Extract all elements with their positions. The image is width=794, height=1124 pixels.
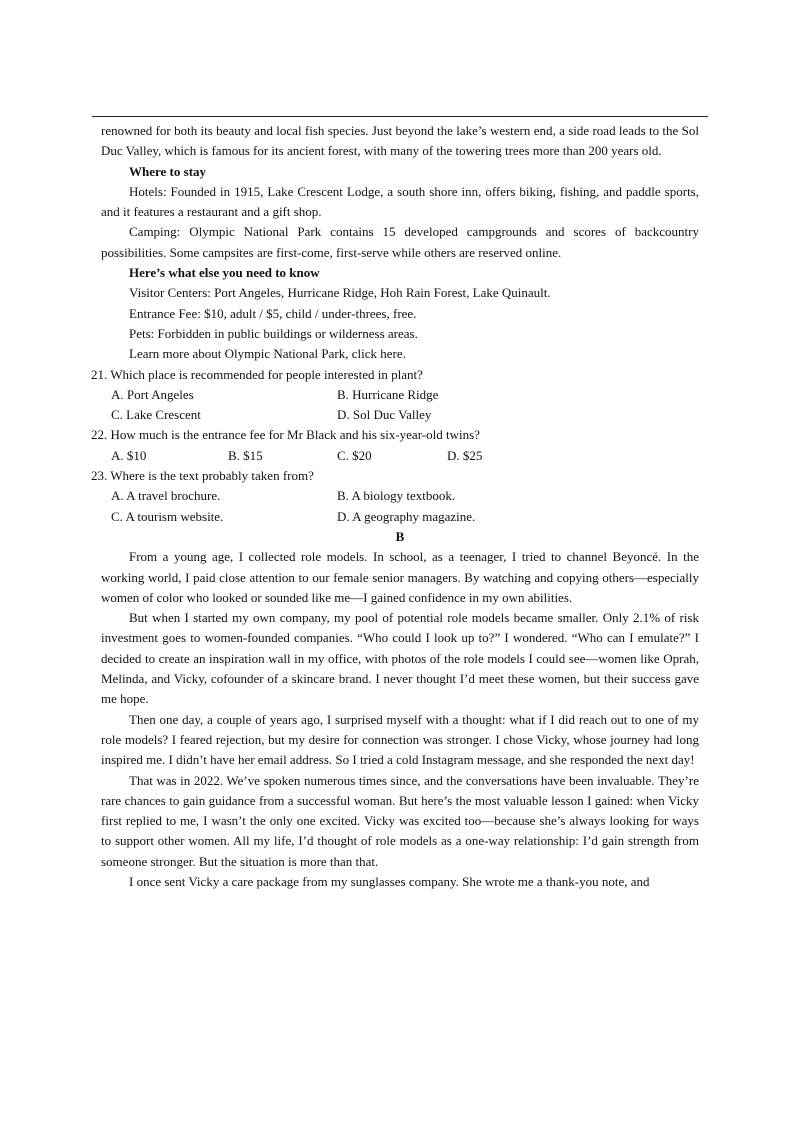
pets-line: Pets: Forbidden in public buildings or wilderness areas.: [129, 325, 418, 341]
passage-b-paragraph-4: That was in 2022. We’ve spoken numerous times since, and the conversations have been invaluable. They’re rare chances to gain guidance from a successful woman. But here’s the most valuable lesson I gained: when Vicky first replied to me, I wasn’t the only one excited. Vicky was excited too—because she’s always looking for ways to support other women. All my life, I’d thought of role models as a one-way relationship: I’d gain strength from someone stronger. But the situation is more than that.: [101, 772, 699, 869]
passage-b-paragraph-1: From a young age, I collected role models. In school, as a teenager, I tried to channel Beyoncé. In the working world, I paid close attention to our female senior managers. By watching and copying others—especially women of color who looked or sounded like me—I gained confidence in my own abilities.: [101, 549, 699, 605]
passage-b-paragraph-3: Then one day, a couple of years ago, I surprised myself with a thought: what if I did reach out to one of my role models? I feared rejection, but my desire for connection was stronger. I chose Vicky, whose journey had long inspired me. I didn’t have her email address. So I tried a cold Instagram message, and she responded the next day!: [101, 711, 699, 768]
q23-option-c: C. A tourism website.: [111, 508, 224, 524]
q22-option-d: D. $25: [447, 447, 483, 463]
learn-more-line: Learn more about Olympic National Park, click here.: [129, 346, 406, 362]
q21-option-d: D. Sol Duc Valley: [337, 407, 432, 423]
question-22: 22. How much is the entrance fee for Mr Black and his six-year-old twins?: [91, 427, 480, 443]
q22-option-c: C. $20: [337, 447, 372, 463]
page-content: [91, 121, 699, 892]
q23-option-b: B. A biology textbook.: [337, 488, 456, 504]
q22-option-a: A. $10: [111, 447, 147, 463]
q21-option-c: C. Lake Crescent: [111, 407, 201, 423]
question-21: 21. Which place is recommended for people interested in plant?: [91, 366, 423, 382]
camping-paragraph: Camping: Olympic National Park contains 15 developed campgrounds and scores of backcountry possibilities. Some campsites are first-come, first-serve while others are reserved online.: [101, 224, 699, 260]
q21-option-b: B. Hurricane Ridge: [337, 386, 439, 402]
question-23: 23. Where is the text probably taken from?: [91, 468, 314, 484]
passage-b-paragraph-5: I once sent Vicky a care package from my sunglasses company. She wrote me a thank-you note, and: [129, 873, 650, 889]
question-21-options-row-2: [101, 405, 699, 425]
entrance-fee-line: Entrance Fee: $10, adult / $5, child / under-threes, free.: [129, 305, 417, 321]
q21-option-a: A. Port Angeles: [111, 386, 194, 402]
passage-b-label: B: [395, 528, 405, 544]
hotels-paragraph: Hotels: Founded in 1915, Lake Crescent Lodge, a south shore inn, offers biking, fishing, and paddle sports, and it features a restaurant and a gift shop.: [101, 183, 699, 220]
visitor-centers-line: Visitor Centers: Port Angeles, Hurricane Ridge, Hoh Rain Forest, Lake Quinault.: [129, 285, 551, 301]
question-21-options-row-1: [101, 385, 699, 405]
passage-a-paragraph-1: renowned for both its beauty and local fish species. Just beyond the lake’s western end, a side road leads to the Sol Duc Valley, which is famous for its ancient forest, with many of the towering trees more than 200 years old.: [101, 123, 699, 159]
heading-where-to-stay: Where to stay: [129, 163, 207, 179]
question-22-options-row: [101, 446, 699, 466]
q22-option-b: B. $15: [228, 447, 263, 463]
question-23-options-row-1: [101, 486, 699, 506]
header-rule: [92, 116, 708, 117]
question-23-options-row-2: [101, 507, 699, 527]
q23-option-a: A. A travel brochure.: [111, 488, 221, 504]
q23-option-d: D. A geography magazine.: [337, 508, 476, 524]
passage-b-paragraph-2: But when I started my own company, my pool of potential role models became smaller. Only 2.1% of risk investment goes to women-founded companies. “Who could I look up to?” I wondered. “Who can I emulate?” I decided to create an inspiration wall in my office, with photos of the role models I could see—women like Oprah, Melinda, and Vicky, cofounder of a skincare brand. I never thought I’d meet these women, but their success gave me hope.: [101, 610, 699, 707]
heading-else-to-know: Here’s what else you need to know: [129, 265, 320, 281]
